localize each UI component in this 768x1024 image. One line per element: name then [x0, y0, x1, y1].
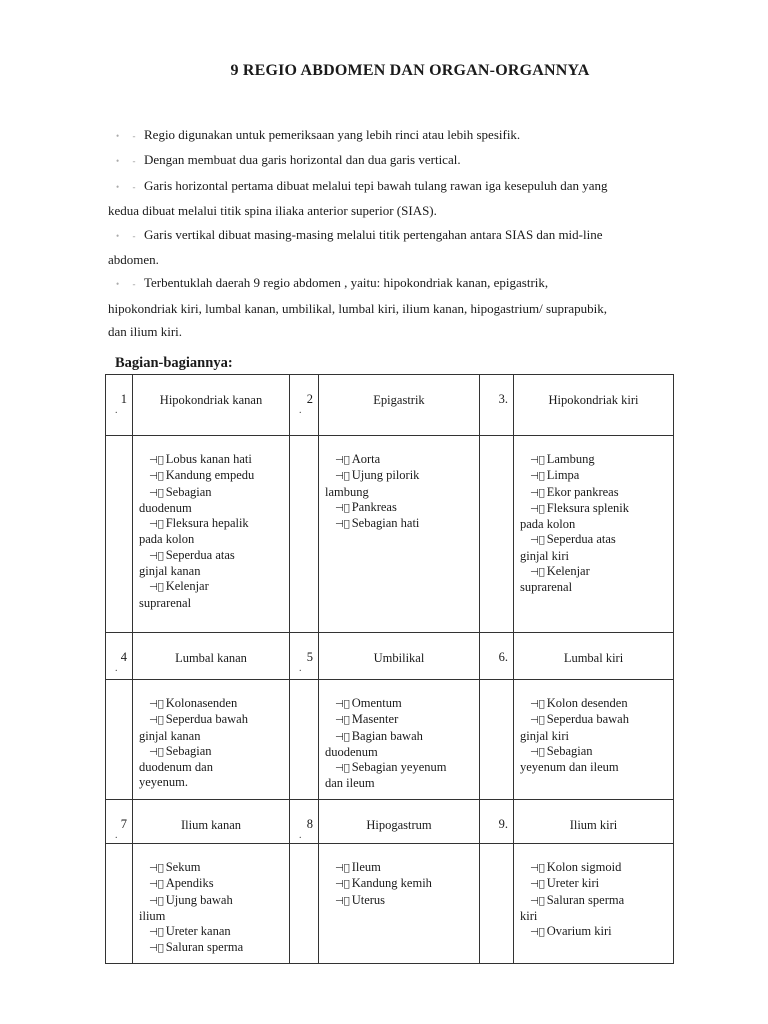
region-number — [106, 375, 133, 436]
organ-text: yeyenum. — [139, 775, 188, 790]
organ-item-continuation — [325, 485, 473, 500]
empty-cell — [480, 844, 514, 964]
empty-cell — [290, 680, 319, 800]
bullet-icon: • — [116, 181, 120, 192]
organ-text: Fleksura hepalik — [165, 516, 249, 531]
region-number-value: 8 — [306, 817, 313, 831]
organ-text: duodenum — [325, 744, 378, 759]
organ-item-continuation — [139, 501, 283, 516]
organ-text: Sebagian — [546, 743, 593, 758]
organ-text: ilium — [139, 908, 166, 923]
bullet-list — [108, 123, 688, 344]
organ-bullet-icon: ⊣⃧ — [335, 879, 350, 891]
organ-bullet-icon: ⊣⃧ — [149, 582, 164, 594]
organ-bullet-icon: ⊣⃧ — [335, 863, 350, 874]
organ-bullet-icon: ⊣⃧ — [149, 487, 164, 499]
bullet-continuation: dan ilium kiri. — [108, 324, 183, 340]
organ-text: Sekum — [165, 860, 201, 874]
organ-bullet-icon: ⊣⃧ — [530, 503, 545, 515]
organ-list — [514, 436, 674, 633]
organ-item-continuation — [520, 729, 667, 744]
organ-bullet-icon: ⊣⃧ — [149, 879, 164, 891]
organ-text: ginjal kiri — [520, 728, 569, 743]
organ-item — [325, 876, 473, 892]
organ-bullet-icon: ⊣⃧ — [530, 471, 545, 483]
organ-list — [133, 436, 290, 633]
organ-text: pada kolon — [520, 517, 576, 532]
organ-item — [139, 579, 283, 595]
organ-text: Ujung pilorik — [351, 468, 420, 483]
organ-text: Ureter kiri — [546, 876, 600, 891]
organ-bullet-icon: ⊣⃧ — [149, 699, 164, 710]
organ-item — [520, 712, 667, 728]
organ-item — [139, 485, 283, 501]
region-name: Hipokondriak kiri — [514, 375, 674, 436]
organ-item-continuation — [325, 776, 473, 791]
organ-list-row — [106, 680, 674, 800]
organ-text: yeyenum dan ileum — [520, 760, 619, 775]
organ-bullet-icon: ⊣⃧ — [530, 879, 545, 891]
region-header-row — [106, 375, 674, 436]
organ-text: Seperdua bawah — [546, 712, 629, 727]
organ-bullet-icon: ⊣⃧ — [149, 715, 164, 727]
bullet-text: Garis vertikal dibuat masing-masing melalui titik pertengahan antara SIAS dan mid-line — [144, 226, 603, 242]
bullet-item — [108, 271, 688, 296]
region-number-value: 5 — [306, 650, 313, 664]
organ-item — [139, 468, 283, 484]
organ-item — [520, 501, 667, 517]
region-number-value: 9. — [498, 817, 508, 831]
organ-text: Kolonasenden — [165, 696, 238, 710]
region-name: Hipokondriak kanan — [133, 375, 290, 436]
organ-text: pada kolon — [139, 532, 195, 547]
organ-bullet-icon: ⊣⃧ — [149, 895, 164, 907]
organ-list — [319, 436, 480, 633]
organ-text: suprarenal — [520, 580, 573, 595]
organ-item — [325, 893, 473, 909]
organ-item — [325, 452, 473, 468]
organ-item — [520, 744, 667, 760]
organ-bullet-icon: ⊣⃧ — [530, 927, 545, 939]
organ-text: Aorta — [351, 452, 381, 466]
organ-bullet-icon: ⊣⃧ — [335, 731, 350, 743]
organ-text: Kandung kemih — [351, 876, 432, 891]
organ-text: Uterus — [351, 892, 386, 907]
organ-item — [520, 532, 667, 548]
dash-mark: - — [132, 230, 136, 241]
region-number-dot: . — [299, 663, 302, 675]
organ-text: Limpa — [546, 468, 580, 483]
organ-bullet-icon: ⊣⃧ — [335, 471, 350, 483]
empty-cell — [106, 844, 133, 964]
region-name: Ilium kanan — [133, 800, 290, 844]
organ-item — [520, 564, 667, 580]
organ-list-row — [106, 436, 674, 633]
region-number-dot: . — [115, 663, 118, 675]
organ-bullet-icon: ⊣⃧ — [530, 863, 545, 874]
bullet-text: Regio digunakan untuk pemeriksaan yang lebih rinci atau lebih spesifik. — [144, 127, 521, 142]
organ-bullet-icon: ⊣⃧ — [335, 455, 350, 466]
organ-bullet-icon: ⊣⃧ — [335, 519, 350, 531]
region-name: Lumbal kiri — [514, 633, 674, 680]
region-name: Ilium kiri — [514, 800, 674, 844]
empty-cell — [290, 844, 319, 964]
empty-cell — [480, 436, 514, 633]
region-number-dot: . — [115, 830, 118, 842]
organ-item — [520, 485, 667, 501]
organ-text: Sebagian yeyenum — [351, 760, 447, 775]
organ-item — [139, 893, 283, 909]
organ-bullet-icon: ⊣⃧ — [335, 699, 350, 710]
bullet-text: Garis horizontal pertama dibuat melalui tepi bawah tulang rawan iga kesepuluh dan yang — [144, 177, 608, 193]
region-number-value: 2 — [306, 392, 313, 406]
organ-bullet-icon: ⊣⃧ — [149, 863, 164, 874]
organ-bullet-icon: ⊣⃧ — [530, 567, 545, 579]
organ-bullet-icon: ⊣⃧ — [530, 699, 545, 710]
organ-item — [325, 760, 473, 776]
region-number-dot: . — [299, 405, 302, 417]
organ-bullet-icon: ⊣⃧ — [530, 715, 545, 727]
organ-text: duodenum dan — [139, 760, 213, 775]
bullet-continuation: abdomen. — [108, 252, 159, 268]
organ-bullet-icon: ⊣⃧ — [149, 471, 164, 483]
organ-bullet-icon: ⊣⃧ — [530, 487, 545, 499]
organ-text: Sebagian hati — [351, 516, 420, 531]
section-subtitle: Bagian-bagiannya: — [115, 355, 233, 371]
region-name: Hipogastrum — [319, 800, 480, 844]
empty-cell — [480, 680, 514, 800]
organ-item — [139, 516, 283, 532]
empty-cell — [106, 680, 133, 800]
organ-item — [520, 876, 667, 892]
bullet-item — [108, 174, 688, 199]
region-number — [480, 633, 514, 680]
region-number-value: 1 — [120, 392, 127, 406]
organ-bullet-icon: ⊣⃧ — [149, 519, 164, 531]
region-number — [290, 375, 319, 436]
organ-item-continuation — [139, 596, 283, 611]
organ-bullet-icon: ⊣⃧ — [335, 715, 350, 727]
region-header-row — [106, 800, 674, 844]
organ-bullet-icon: ⊣⃧ — [149, 455, 164, 466]
organ-list — [514, 680, 674, 800]
bullet-continuation: kedua dibuat melalui titik spina iliaka anterior superior (SIAS). — [108, 203, 437, 219]
region-number-value: 6. — [498, 650, 508, 664]
organ-item — [325, 516, 473, 532]
organ-bullet-icon: ⊣⃧ — [149, 927, 164, 939]
organ-item-continuation — [139, 760, 283, 775]
organ-text: Lambung — [546, 452, 595, 466]
region-number — [290, 800, 319, 844]
organ-bullet-icon: ⊣⃧ — [530, 535, 545, 547]
organ-item-continuation — [139, 532, 283, 547]
organ-text: Ekor pankreas — [546, 484, 619, 499]
page-title: 9 REGIO ABDOMEN DAN ORGAN-ORGANNYA — [230, 62, 590, 79]
organ-text: Fleksura splenik — [546, 500, 630, 515]
organ-item — [139, 940, 283, 956]
regio-table — [105, 374, 674, 964]
bullet-icon: • — [116, 230, 120, 241]
organ-text: dan ileum — [325, 776, 375, 791]
organ-text: Seperdua bawah — [165, 712, 248, 727]
organ-text: ginjal kanan — [139, 564, 201, 579]
organ-text: Apendiks — [165, 876, 214, 891]
organ-item-continuation — [520, 760, 667, 775]
region-name: Umbilikal — [319, 633, 480, 680]
organ-bullet-icon: ⊣⃧ — [335, 895, 350, 907]
bullet-icon: • — [116, 279, 120, 290]
organ-item-continuation — [520, 909, 667, 924]
organ-item-continuation — [139, 564, 283, 579]
empty-cell — [290, 436, 319, 633]
organ-text: Kolon desenden — [546, 696, 628, 710]
region-header-row — [106, 633, 674, 680]
organ-item — [325, 712, 473, 728]
organ-text: Lobus kanan hati — [165, 452, 252, 466]
organ-bullet-icon: ⊣⃧ — [335, 502, 350, 514]
organ-item — [520, 468, 667, 484]
organ-bullet-icon: ⊣⃧ — [530, 455, 545, 466]
organ-bullet-icon: ⊣⃧ — [335, 763, 350, 775]
region-number-dot: . — [299, 830, 302, 842]
region-number-dot: . — [115, 405, 118, 417]
bullet-text: Terbentuklah daerah 9 regio abdomen , yaitu: hipokondriak kanan, epigastrik, — [144, 275, 549, 291]
organ-text: Kelenjar — [165, 579, 209, 594]
organ-item-continuation — [139, 775, 283, 790]
organ-text: ginjal kiri — [520, 548, 569, 563]
bullet-item — [108, 148, 688, 173]
organ-item — [520, 860, 667, 876]
organ-text: Kandung empedu — [165, 468, 255, 483]
region-number — [290, 633, 319, 680]
dash-mark: - — [132, 156, 136, 167]
organ-item — [520, 924, 667, 940]
dash-mark: - — [132, 181, 136, 192]
organ-item — [139, 452, 283, 468]
organ-text: duodenum — [139, 500, 192, 515]
organ-item — [139, 548, 283, 564]
region-number — [106, 633, 133, 680]
organ-list-row — [106, 844, 674, 964]
organ-text: Sebagian — [165, 484, 212, 499]
organ-item-continuation — [520, 580, 667, 595]
organ-list — [133, 680, 290, 800]
bullet-continuation: hipokondriak kiri, lumbal kanan, umbilikal, lumbal kiri, ilium kanan, hipogastrium/ suprapubik, — [108, 300, 607, 316]
bullet-item — [108, 123, 688, 148]
organ-bullet-icon: ⊣⃧ — [149, 943, 164, 955]
organ-text: Seperdua atas — [546, 532, 616, 547]
organ-item — [139, 696, 283, 712]
organ-bullet-icon: ⊣⃧ — [530, 895, 545, 907]
region-name: Epigastrik — [319, 375, 480, 436]
organ-item-continuation — [520, 549, 667, 564]
organ-item — [139, 744, 283, 760]
organ-text: Sebagian — [165, 743, 212, 758]
organ-text: kiri — [520, 908, 538, 923]
organ-text: Pankreas — [351, 499, 397, 514]
organ-text: Seperdua atas — [165, 547, 235, 562]
organ-item — [139, 876, 283, 892]
organ-text: Saluran sperma — [165, 940, 244, 955]
organ-text: Saluran sperma — [546, 892, 625, 907]
region-number-value: 3. — [498, 392, 508, 406]
organ-text: lambung — [325, 484, 369, 499]
organ-item — [325, 729, 473, 745]
bullet-text: Dengan membuat dua garis horizontal dan dua garis vertical. — [144, 152, 461, 168]
organ-item — [520, 452, 667, 468]
organ-item-continuation — [325, 745, 473, 760]
organ-text: Kolon sigmoid — [546, 860, 622, 874]
organ-bullet-icon: ⊣⃧ — [149, 550, 164, 562]
dash-mark: - — [132, 131, 136, 141]
organ-list — [319, 844, 480, 964]
bullet-item — [108, 223, 688, 248]
region-number-value: 7 — [120, 817, 127, 831]
organ-text: Ileum — [351, 860, 381, 874]
organ-item — [139, 712, 283, 728]
organ-list — [133, 844, 290, 964]
organ-text: suprarenal — [139, 595, 192, 610]
region-number — [480, 375, 514, 436]
organ-text: Bagian bawah — [351, 728, 423, 743]
bullet-icon: • — [116, 156, 120, 167]
region-name: Lumbal kanan — [133, 633, 290, 680]
organ-text: Ovarium kiri — [546, 924, 612, 939]
region-number — [106, 800, 133, 844]
organ-item-continuation — [520, 517, 667, 532]
organ-item — [325, 468, 473, 484]
organ-bullet-icon: ⊣⃧ — [530, 746, 545, 758]
organ-text: Ujung bawah — [165, 892, 233, 907]
organ-item — [520, 696, 667, 712]
organ-item — [325, 696, 473, 712]
organ-item-continuation — [139, 729, 283, 744]
bullet-icon: • — [116, 131, 120, 141]
organ-bullet-icon: ⊣⃧ — [149, 746, 164, 758]
organ-item — [139, 860, 283, 876]
dash-mark: - — [132, 279, 136, 290]
empty-cell — [106, 436, 133, 633]
organ-list — [514, 844, 674, 964]
organ-text: ginjal kanan — [139, 728, 201, 743]
region-number-value: 4 — [120, 650, 127, 664]
organ-item — [520, 893, 667, 909]
organ-text: Omentum — [351, 696, 402, 710]
region-number — [480, 800, 514, 844]
organ-text: Masenter — [351, 712, 399, 727]
organ-text: Kelenjar — [546, 564, 590, 579]
organ-list — [319, 680, 480, 800]
organ-item-continuation — [139, 909, 283, 924]
organ-item — [325, 860, 473, 876]
regio-table-body — [106, 375, 674, 964]
organ-text: Ureter kanan — [165, 924, 231, 939]
organ-item — [325, 500, 473, 516]
organ-item — [139, 924, 283, 940]
